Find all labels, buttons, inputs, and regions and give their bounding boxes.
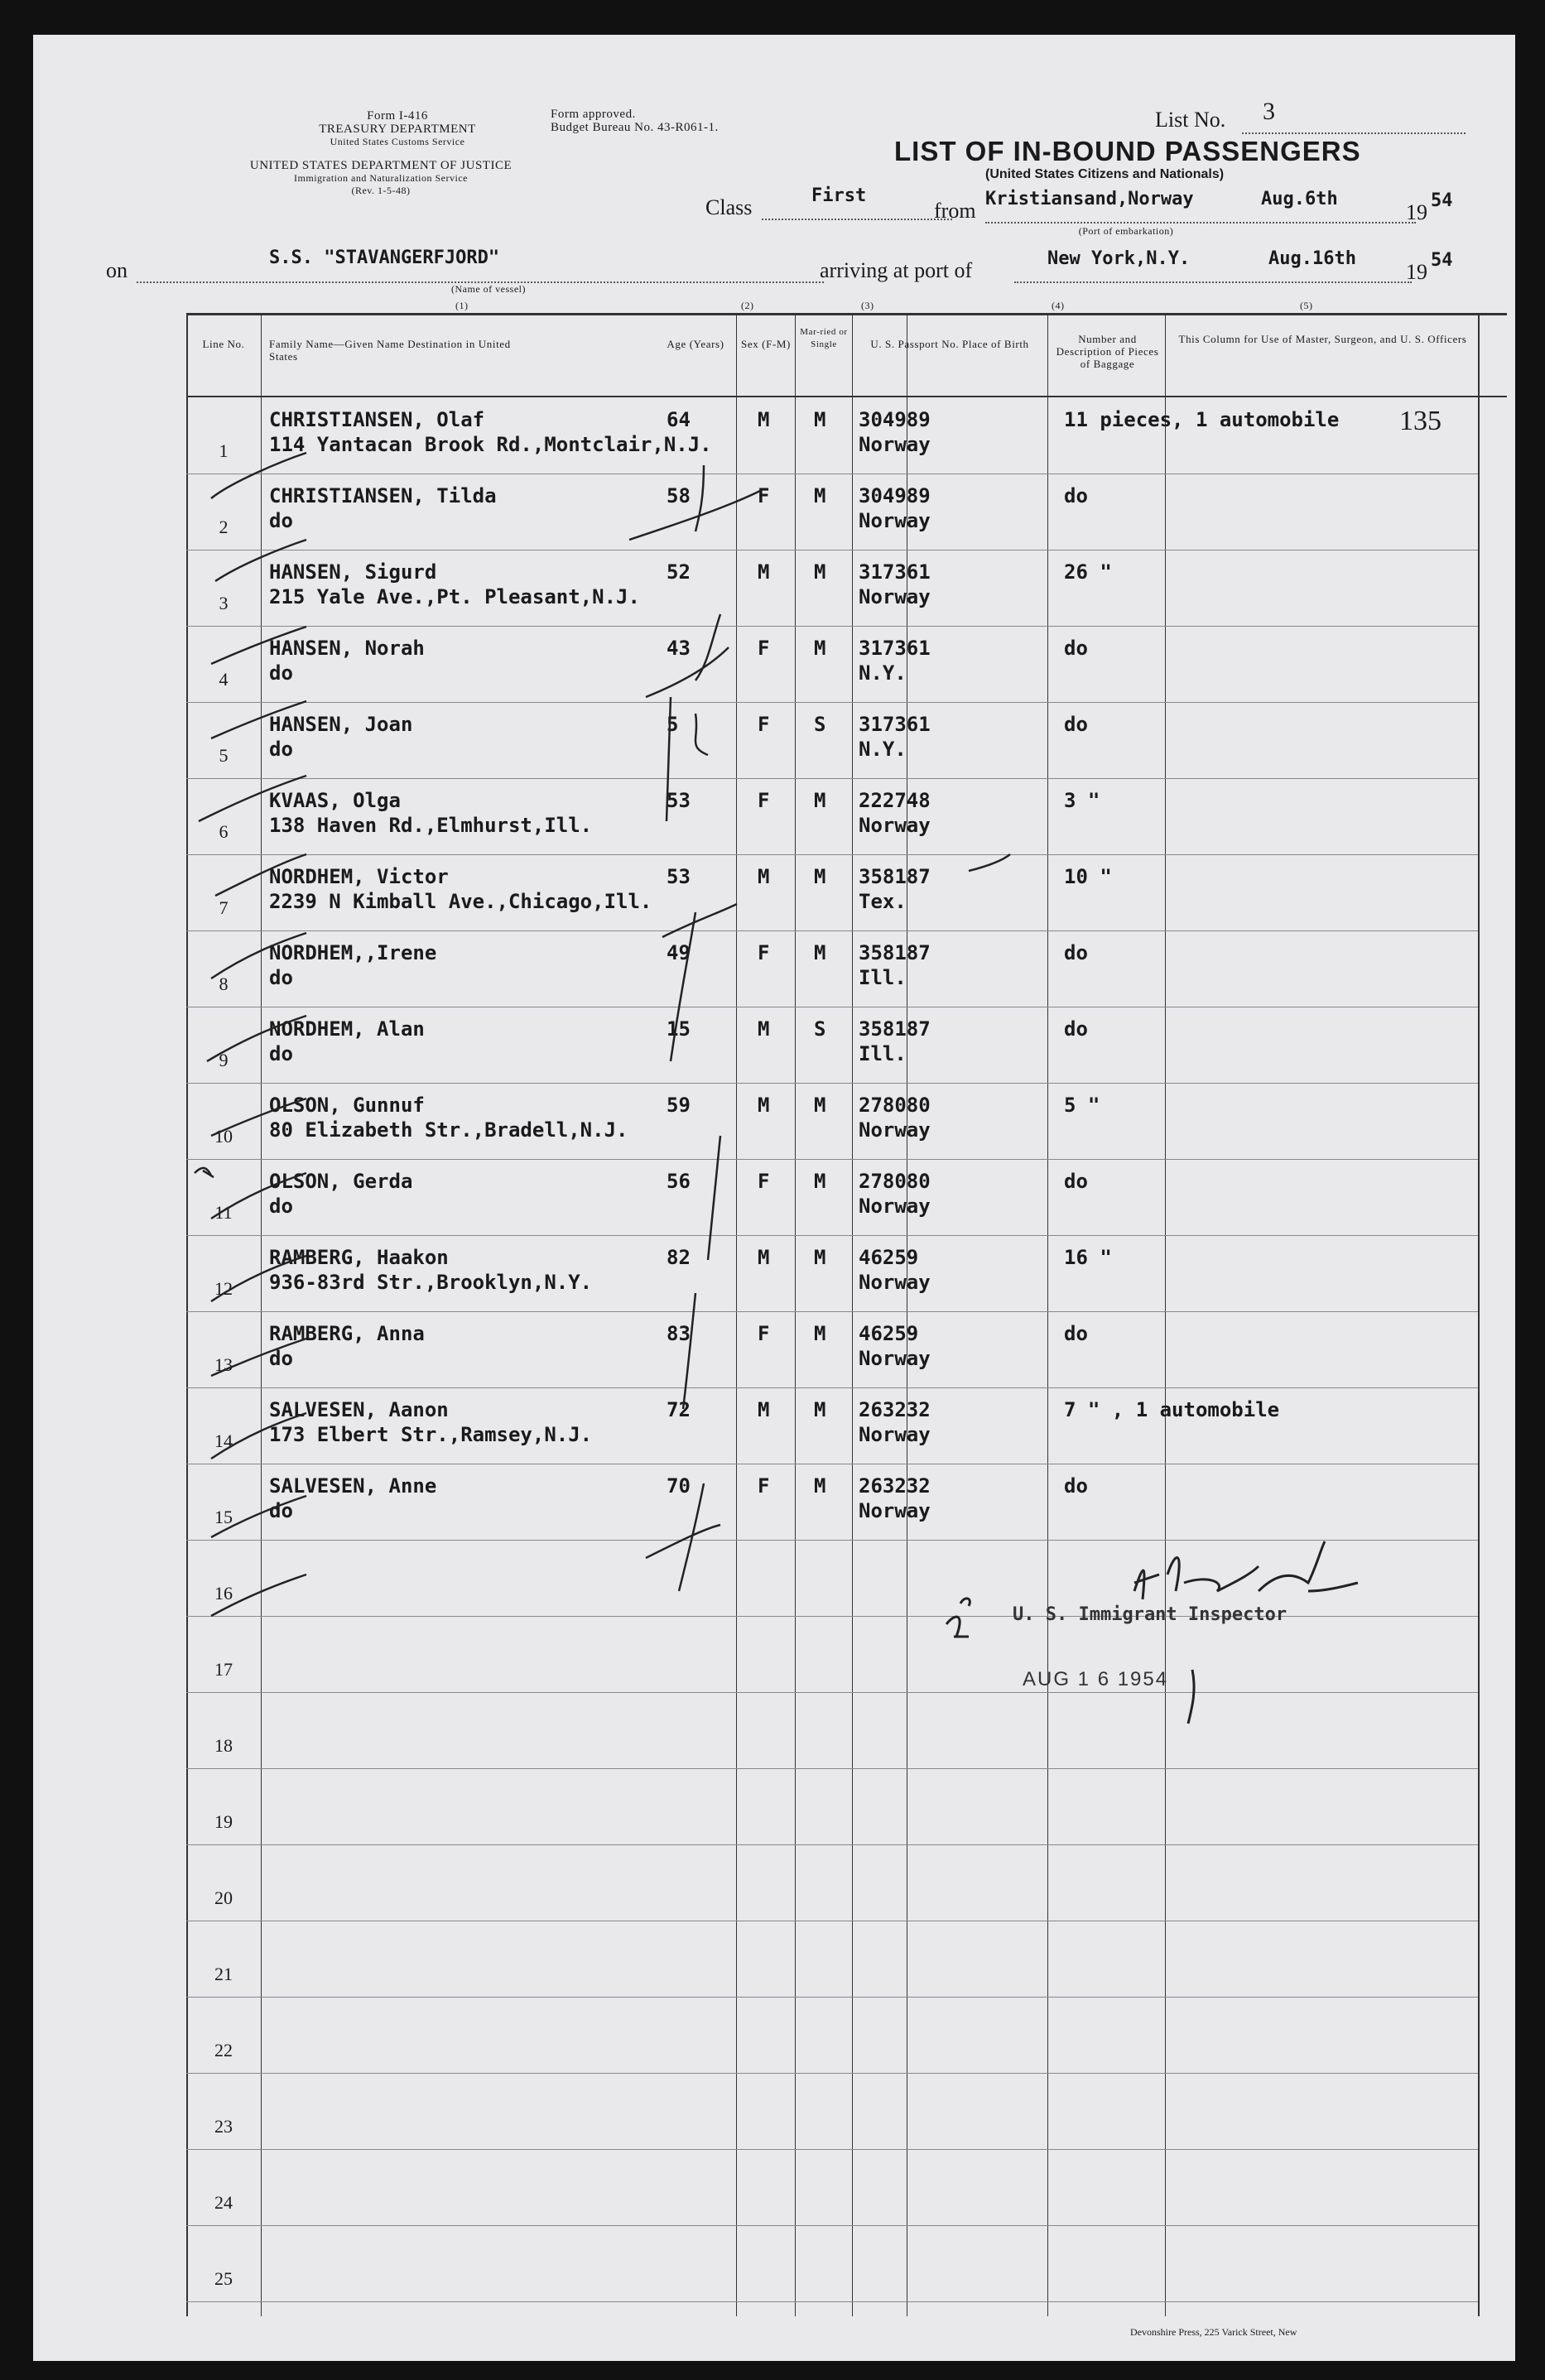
form-approved: Form approved. <box>551 108 636 121</box>
sex: M <box>758 865 770 888</box>
baggage: do <box>1064 941 1088 964</box>
tick-mark-12 <box>211 1339 306 1376</box>
sex-check-5 <box>708 1136 720 1260</box>
birth-place: N.Y. <box>859 738 907 761</box>
baggage: 26 " <box>1064 560 1112 584</box>
birth-place: Norway <box>859 1271 931 1294</box>
passenger-name: RAMBERG, Anna <box>269 1322 425 1345</box>
line-number: 23 <box>214 2116 233 2137</box>
age: 15 <box>667 1017 691 1041</box>
line-number: 19 <box>214 1811 233 1832</box>
passport-no: 317361 <box>859 560 931 584</box>
age: 56 <box>667 1170 691 1193</box>
margin-mark <box>195 1168 214 1177</box>
birth-place: Norway <box>859 433 931 456</box>
marital-status: M <box>814 941 826 964</box>
line-number: 18 <box>214 1735 233 1756</box>
sex: F <box>758 941 770 964</box>
passenger-name: SALVESEN, Anne <box>269 1474 437 1498</box>
passenger-name: CHRISTIANSEN, Tilda <box>269 484 497 507</box>
birth-place: N.Y. <box>859 661 907 685</box>
line-number: 8 <box>219 974 229 994</box>
baggage: do <box>1064 1474 1088 1498</box>
passenger-name: NORDHEM,,Irene <box>269 941 437 964</box>
baggage: 3 " <box>1064 789 1100 812</box>
passenger-name: OLSON, Gerda <box>269 1170 413 1193</box>
sex-check-3 <box>667 697 708 821</box>
form-number: Form I-416 <box>367 109 428 123</box>
passenger-name: HANSEN, Sigurd <box>269 560 437 584</box>
col-num-2: (2) <box>741 300 754 311</box>
age: 53 <box>667 865 691 888</box>
sex: M <box>758 1094 770 1117</box>
birth-place: Tex. <box>859 890 907 913</box>
passenger-name: NORDHEM, Alan <box>269 1017 425 1041</box>
inspector-stamp: U. S. Immigrant Inspector <box>1013 1604 1288 1625</box>
header-line-no: Line No. <box>202 338 245 350</box>
line-number: 4 <box>219 669 229 690</box>
sex: F <box>758 484 770 507</box>
sex: F <box>758 637 770 660</box>
tick-mark-6 <box>215 854 306 896</box>
printer-footer: Devonshire Press, 225 Varick Street, New <box>1130 2326 1297 2338</box>
age: 72 <box>667 1398 691 1421</box>
destination: 173 Elbert Str.,Ramsey,N.J. <box>269 1423 593 1446</box>
passenger-name: HANSEN, Joan <box>269 713 413 736</box>
baggage: 16 " <box>1064 1246 1112 1269</box>
destination: 138 Haven Rd.,Elmhurst,Ill. <box>269 814 593 837</box>
marital-status: M <box>814 1170 826 1193</box>
col-num-3: (3) <box>861 300 874 311</box>
age: 53 <box>667 789 691 812</box>
destination: do <box>269 1347 293 1370</box>
revision: (Rev. 1-5-48) <box>351 185 411 196</box>
line-number: 3 <box>219 593 229 613</box>
vessel-caption: (Name of vessel) <box>451 283 526 295</box>
col-num-5: (5) <box>1300 300 1313 311</box>
tick-mark-2 <box>215 540 306 581</box>
birth-place: Norway <box>859 1423 931 1446</box>
destination: 215 Yale Ave.,Pt. Pleasant,N.J. <box>269 585 640 608</box>
ins-service: Immigration and Naturalization Service <box>294 172 468 184</box>
from-label: from <box>934 199 976 223</box>
birth-place: Norway <box>859 1118 931 1142</box>
baggage: 11 pieces, 1 automobile <box>1064 408 1340 431</box>
sex: F <box>758 1474 770 1498</box>
date-stamp: AUG 1 6 1954 <box>1023 1668 1169 1690</box>
destination: 114 Yantacan Brook Rd.,Montclair,N.J. <box>269 433 712 456</box>
passport-no: 358187 <box>859 1017 931 1041</box>
sex: M <box>758 408 770 431</box>
col-num-1: (1) <box>455 300 469 311</box>
sex: M <box>758 1398 770 1421</box>
baggage: do <box>1064 1017 1088 1041</box>
birth-place: Norway <box>859 585 931 608</box>
marital-status: M <box>814 789 826 812</box>
arrival-year: 54 <box>1431 250 1453 271</box>
line-number: 12 <box>214 1278 233 1299</box>
baggage: 10 " <box>1064 865 1112 888</box>
header-baggage: Number and Description of Pieces of Baggage <box>1056 333 1159 370</box>
age: 83 <box>667 1322 691 1345</box>
tick-mark-5 <box>199 776 306 821</box>
baggage: do <box>1064 484 1088 507</box>
tick-mark-7 <box>211 933 306 978</box>
on-label: on <box>106 258 128 282</box>
tick-mark-15 <box>211 1575 306 1616</box>
baggage: 5 " <box>1064 1094 1100 1117</box>
list-no-value: 3 <box>1263 98 1275 125</box>
header-married: Mar-ried or Single <box>800 327 848 349</box>
marital-status: M <box>814 1474 826 1498</box>
line-number: 22 <box>214 2040 233 2060</box>
arrival-year-prefix: 19 <box>1406 260 1427 284</box>
marital-status: M <box>814 637 826 660</box>
age: 43 <box>667 637 691 660</box>
header-officers: This Column for Use of Master, Surgeon, and U. S. Officers <box>1178 333 1467 345</box>
marital-status: M <box>814 1398 826 1421</box>
passenger-name: KVAAS, Olga <box>269 789 401 812</box>
tick-mark-14 <box>211 1496 306 1537</box>
line-number: 25 <box>214 2268 233 2289</box>
header-age: Age (Years) <box>667 338 724 350</box>
baggage-check <box>969 854 1010 871</box>
passport-no: 46259 <box>859 1322 919 1345</box>
tick-mark-11 <box>211 1256 306 1301</box>
officer-note: 135 <box>1399 406 1442 436</box>
passport-no: 358187 <box>859 865 931 888</box>
line-number: 17 <box>214 1659 233 1680</box>
destination: do <box>269 661 293 685</box>
line-number: 16 <box>214 1583 233 1603</box>
destination: do <box>269 1042 293 1065</box>
line-number: 24 <box>214 2192 233 2213</box>
destination: do <box>269 738 293 761</box>
sex-check-1 <box>629 465 762 540</box>
stamp-check <box>1188 1670 1194 1724</box>
sex: F <box>758 713 770 736</box>
birth-place: Norway <box>859 1347 931 1370</box>
passport-no: 304989 <box>859 408 931 431</box>
age: 82 <box>667 1246 691 1269</box>
destination: 936-83rd Str.,Brooklyn,N.Y. <box>269 1271 593 1294</box>
line-number: 21 <box>214 1964 233 1984</box>
age: 70 <box>667 1474 691 1498</box>
tick-mark-3 <box>211 627 306 664</box>
header-passport: U. S. Passport No. Place of Birth <box>870 338 1029 350</box>
destination: do <box>269 966 293 989</box>
manifest-page <box>33 35 1515 2361</box>
passport-no: 263232 <box>859 1398 931 1421</box>
sex-check-2 <box>646 614 729 697</box>
arrival-date: Aug.16th <box>1268 248 1356 269</box>
class-value: First <box>811 185 867 206</box>
passenger-name: NORDHEM, Victor <box>269 865 449 888</box>
birth-place: Norway <box>859 1195 931 1218</box>
line-number: 11 <box>214 1202 233 1223</box>
baggage: do <box>1064 713 1088 736</box>
passport-no: 317361 <box>859 713 931 736</box>
age: 5 <box>667 713 679 736</box>
passport-no: 304989 <box>859 484 931 507</box>
birth-place: Ill. <box>859 1042 907 1065</box>
tick-mark-1 <box>211 453 306 498</box>
budget-bureau: Budget Bureau No. 43-R061-1. <box>551 121 719 134</box>
passenger-name: OLSON, Gunnuf <box>269 1094 425 1117</box>
sex: F <box>758 1322 770 1345</box>
line-number: 9 <box>219 1050 229 1070</box>
col-num-4: (4) <box>1052 300 1065 311</box>
age: 58 <box>667 484 691 507</box>
marital-status: M <box>814 560 826 584</box>
tick-mark-10 <box>211 1173 306 1219</box>
page-title: LIST OF IN-BOUND PASSENGERS <box>894 136 1361 166</box>
from-year: 54 <box>1431 190 1453 211</box>
page-subtitle: (United States Citizens and Nationals) <box>985 167 1225 181</box>
birth-place: Norway <box>859 1499 931 1522</box>
marital-status: M <box>814 1322 826 1345</box>
list-no-label: List No. <box>1155 108 1226 132</box>
marital-status: M <box>814 484 826 507</box>
sex: F <box>758 789 770 812</box>
port-embark-caption: (Port of embarkation) <box>1078 225 1174 237</box>
class-label: Class <box>705 195 753 219</box>
sex: M <box>758 1017 770 1041</box>
handwritten-marks <box>33 35 1515 2361</box>
passenger-name: RAMBERG, Haakon <box>269 1246 449 1269</box>
destination: 80 Elizabeth Str.,Bradell,N.J. <box>269 1118 628 1142</box>
line-number: 20 <box>214 1887 233 1908</box>
age: 52 <box>667 560 691 584</box>
line-number: 1 <box>219 440 229 461</box>
inspector-signature <box>1134 1541 1358 1599</box>
line-number: 10 <box>214 1126 233 1147</box>
passport-no: 278080 <box>859 1094 931 1117</box>
tick-mark-4 <box>211 701 306 738</box>
line-number: 7 <box>219 897 229 918</box>
passport-no: 317361 <box>859 637 931 660</box>
destination: 2239 N Kimball Ave.,Chicago,Ill. <box>269 890 652 913</box>
age: 64 <box>667 408 691 431</box>
passenger-name: CHRISTIANSEN, Olaf <box>269 408 485 431</box>
destination: do <box>269 1499 293 1522</box>
destination: do <box>269 509 293 532</box>
age: 59 <box>667 1094 691 1117</box>
passport-no: 263232 <box>859 1474 931 1498</box>
baggage: 7 " , 1 automobile <box>1064 1398 1280 1421</box>
line-number: 2 <box>219 517 229 537</box>
baggage: do <box>1064 1170 1088 1193</box>
baggage: do <box>1064 1322 1088 1345</box>
header-name: Family Name—Given Name Destination in United States <box>269 338 511 363</box>
passport-no: 278080 <box>859 1170 931 1193</box>
marital-status: S <box>814 713 826 736</box>
baggage: do <box>1064 637 1088 660</box>
passenger-name: SALVESEN, Aanon <box>269 1398 449 1421</box>
line-number: 14 <box>214 1430 233 1451</box>
customs-service: United States Customs Service <box>330 136 465 147</box>
passport-no: 222748 <box>859 789 931 812</box>
treasury-dept: TREASURY DEPARTMENT <box>319 123 476 136</box>
sex-check-6 <box>683 1293 695 1409</box>
header-sex: Sex (F-M) <box>741 338 791 350</box>
from-port: Kristiansand,Norway <box>985 189 1194 209</box>
arriving-label: arriving at port of <box>820 258 973 282</box>
from-year-prefix: 19 <box>1406 200 1427 224</box>
sex-check-7 <box>646 1483 720 1591</box>
from-date: Aug.6th <box>1261 189 1338 209</box>
birth-place: Norway <box>859 814 931 837</box>
tick-mark-8 <box>207 1016 306 1061</box>
marital-status: S <box>814 1017 826 1041</box>
passenger-name: HANSEN, Norah <box>269 637 425 660</box>
justice-dept: UNITED STATES DEPARTMENT OF JUSTICE <box>249 159 513 172</box>
marital-status: M <box>814 1246 826 1269</box>
age: 49 <box>667 941 691 964</box>
line-number: 6 <box>219 821 229 842</box>
arrival-port: New York,N.Y. <box>1047 248 1191 269</box>
birth-place: Norway <box>859 509 931 532</box>
tick-mark-13 <box>211 1413 306 1459</box>
birth-place: Ill. <box>859 966 907 989</box>
marital-status: M <box>814 408 826 431</box>
tick-mark-9 <box>211 1099 306 1136</box>
sex: M <box>758 1246 770 1269</box>
destination: do <box>269 1195 293 1218</box>
marital-status: M <box>814 865 826 888</box>
sex: M <box>758 560 770 584</box>
passport-no: 358187 <box>859 941 931 964</box>
sex: F <box>758 1170 770 1193</box>
vessel-name: S.S. "STAVANGERFJORD" <box>269 248 500 268</box>
signature-initials <box>946 1599 970 1637</box>
line-number: 15 <box>214 1507 233 1527</box>
passport-no: 46259 <box>859 1246 919 1269</box>
line-number: 13 <box>214 1354 233 1375</box>
marital-status: M <box>814 1094 826 1117</box>
line-number: 5 <box>219 745 229 766</box>
sex-check-4 <box>662 904 737 1061</box>
